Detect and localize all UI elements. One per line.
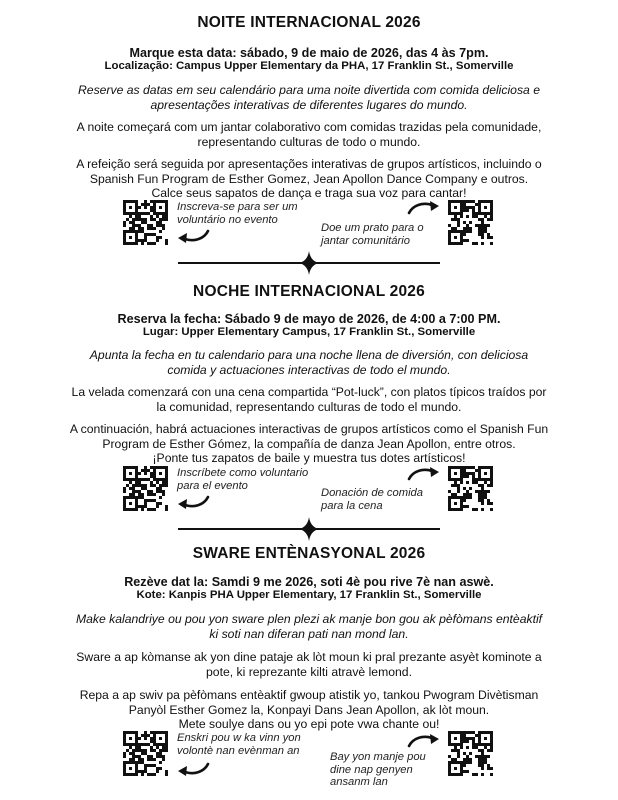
curved-arrow-right-icon xyxy=(407,199,441,215)
paragraph-line: Repa a ap swiv pa pèfòmans entèaktif gwoup atistik yo, tankou Pwogram Divètisman xyxy=(79,688,539,702)
section-divider xyxy=(178,255,440,271)
volunteer-signup-label: Enskri pou w ka vinn yon volontè nan evènman an xyxy=(177,732,301,757)
intro-line: Make kalandriye ou pou yon sware plen plezi ak manje bon gou ak pèfòmans entèaktif xyxy=(75,612,543,626)
curved-arrow-left-icon xyxy=(176,495,210,511)
paragraph-line: Program de Esther Gómez, la compañía de danza Jean Apollon, entre otros. xyxy=(102,436,516,451)
intro-line: comida y actuaciones interactivas de todo el mundo. xyxy=(167,362,451,377)
qr-code-icon[interactable] xyxy=(448,200,493,245)
paragraph-line: Panyòl Esther Gomez la, Konpayi Dans Jean Apollon, ak lòt moun. xyxy=(128,702,490,717)
paragraph-line: Mete soulye dans ou yo epi pote vwa chante ou! xyxy=(178,717,440,731)
paragraph-line: Spanish Fun Program de Esther Gomez, Jean Apollon Dance Company e outros. xyxy=(89,171,529,186)
performances-paragraph xyxy=(29,157,589,201)
section-divider xyxy=(178,521,440,537)
qr-row xyxy=(0,199,618,257)
qr-row xyxy=(0,465,618,523)
event-date: Rezève dat la: Samdi 9 me 2026, soti 4è pou rive 7è nan aswè. xyxy=(124,575,494,589)
food-donation-label: Doe um prato para o jantar comunitário xyxy=(321,222,424,247)
food-donation-label: Bay yon manje pou dine nap genyen ansanm lan xyxy=(330,751,426,788)
intro-text xyxy=(29,83,589,112)
event-location: Lugar: Upper Elementary Campus, 17 Franklin St., Somerville xyxy=(142,326,476,338)
qr-code-icon[interactable] xyxy=(448,466,493,511)
qr-code-icon[interactable] xyxy=(448,731,493,776)
paragraph-line: Sware a ap kòmanse ak yon dine pataje ak lòt moun ki pral prezante asyèt kominote a xyxy=(76,650,542,664)
volunteer-signup-label: Inscreva-se para ser um voluntário no evento xyxy=(177,201,298,226)
section-spanish xyxy=(0,283,618,466)
section-title: NOITE INTERNACIONAL 2026 xyxy=(197,14,421,31)
paragraph-line: Calce seus sapatos de dança e traga sua voz para cantar! xyxy=(151,186,467,200)
performances-paragraph xyxy=(29,688,589,732)
paragraph-line: A continuación, habrá actuaciones interactivas de grupos artísticos como el Spanish Fun xyxy=(69,422,549,436)
qr-code-icon[interactable] xyxy=(123,466,168,511)
four-point-star-icon xyxy=(299,517,319,541)
intro-line: Apunta la fecha en tu calendario para una noche llena de diversión, con deliciosa xyxy=(89,348,529,362)
paragraph-line: A noite começará com um jantar colaborativo com comidas trazidas pela comunidade, xyxy=(76,120,542,134)
curved-arrow-left-icon xyxy=(176,762,210,778)
intro-text xyxy=(29,348,589,377)
four-point-star-icon xyxy=(299,251,319,275)
curved-arrow-right-icon xyxy=(407,732,441,748)
dinner-paragraph xyxy=(29,650,589,679)
food-donation-label: Donación de comida para la cena xyxy=(321,487,423,512)
paragraph-line: A refeição será seguida por apresentações interativas de grupos artísticos, incluindo o xyxy=(76,157,542,171)
curved-arrow-left-icon xyxy=(176,229,210,245)
intro-line: ki soti nan diferan pati nan mond lan. xyxy=(209,626,409,641)
qr-code-icon[interactable] xyxy=(123,200,168,245)
section-portuguese xyxy=(0,14,618,201)
section-haitian-creole xyxy=(0,545,618,732)
event-location: Kote: Kanpis PHA Upper Elementary, 17 Franklin St., Somerville xyxy=(136,589,482,601)
qr-code-icon[interactable] xyxy=(123,731,168,776)
paragraph-line: la comunidad, representando culturas de todo el mundo. xyxy=(156,399,462,414)
event-date: Marque esta data: sábado, 9 de maio de 2026, das 4 às 7pm. xyxy=(129,46,489,60)
event-date: Reserva la fecha: Sábado 9 de mayo de 2026, de 4:00 a 7:00 PM. xyxy=(117,312,501,326)
intro-line: apresentações interativas de diferentes lugares do mundo. xyxy=(150,97,468,112)
qr-row xyxy=(0,730,618,788)
performances-paragraph xyxy=(29,422,589,466)
curved-arrow-right-icon xyxy=(407,465,441,481)
section-title: NOCHE INTERNACIONAL 2026 xyxy=(193,283,425,300)
dinner-paragraph xyxy=(29,385,589,414)
dinner-paragraph xyxy=(29,120,589,149)
paragraph-line: pote, ki reprezante kilti atravè lemond. xyxy=(206,664,412,679)
event-location: Localização: Campus Upper Elementary da PHA, 17 Franklin St., Somerville xyxy=(104,60,514,72)
paragraph-line: ¡Ponte tus zapatos de baile y muestra tus dotes artísticos! xyxy=(152,451,466,465)
volunteer-signup-label: Inscríbete como voluntario para el evento xyxy=(177,467,309,492)
paragraph-line: La velada comenzará con una cena compartida “Pot-luck”, con platos típicos traídos por xyxy=(71,385,547,399)
paragraph-line: representando culturas de todo o mundo. xyxy=(197,134,421,149)
intro-text xyxy=(29,612,589,641)
intro-line: Reserve as datas em seu calendário para uma noite divertida com comida deliciosa e xyxy=(77,83,540,97)
section-title: SWARE ENTÈNASYONAL 2026 xyxy=(192,545,426,562)
